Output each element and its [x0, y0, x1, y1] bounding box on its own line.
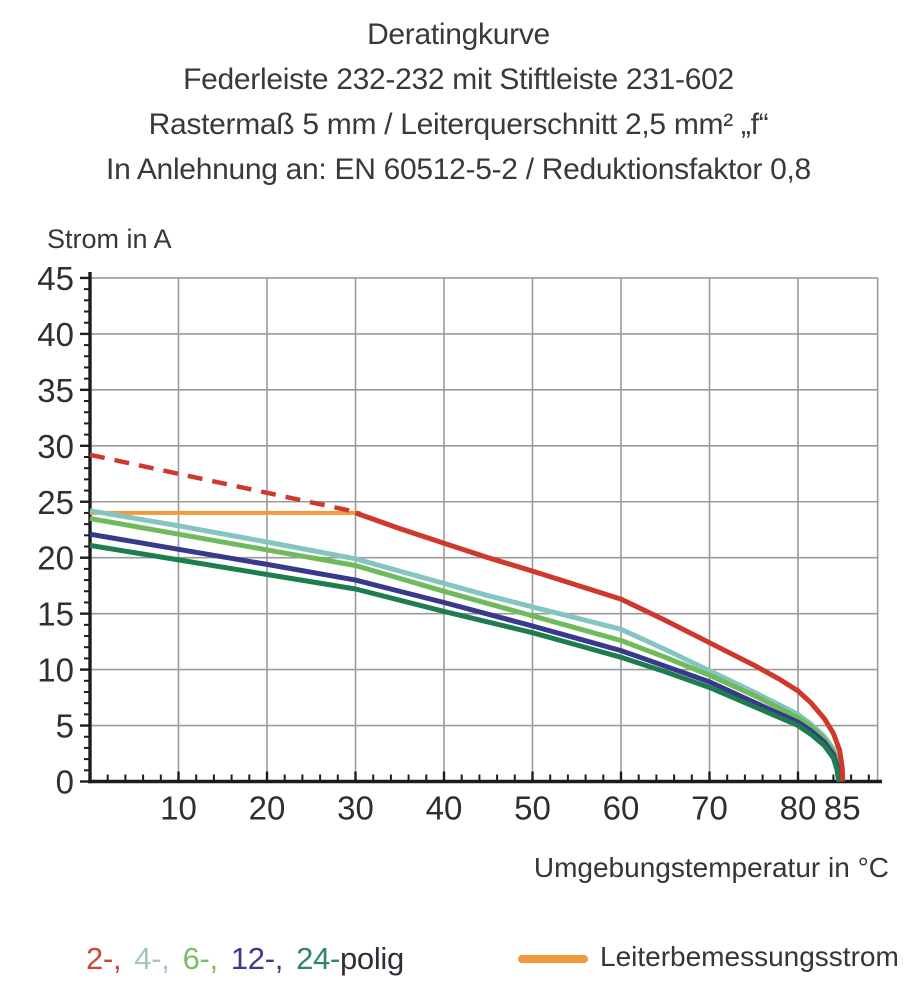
- poles-legend-entries: [86, 941, 340, 976]
- chart-subtitle-spec: Rastermaß 5 mm / Leiterquerschnitt 2,5 mm² „f“: [148, 108, 769, 141]
- y-tick-label: 20: [37, 539, 74, 577]
- x-tick-label: 20: [248, 789, 286, 827]
- chart-title: Deratingkurve: [367, 18, 550, 51]
- x-tick-label: 60: [602, 789, 640, 827]
- rated-current-line-swatch: [518, 955, 588, 963]
- series-24-polig: [90, 545, 839, 781]
- y-tick-label: 25: [37, 483, 74, 521]
- y-tick-label: 15: [37, 595, 74, 633]
- y-tick-label: 40: [37, 315, 74, 353]
- pole-legend-entry: 12-,: [230, 941, 284, 976]
- y-tick-label: 30: [37, 427, 74, 465]
- legend-row: [0, 941, 917, 991]
- rated-current-legend: [518, 941, 899, 973]
- rated-current-label: Leiterbemessungsstrom: [600, 941, 899, 972]
- x-tick-label: 30: [337, 789, 374, 827]
- x-axis-label: Umgebungstemperatur in °C: [533, 852, 889, 883]
- x-tick-label: 40: [425, 789, 463, 827]
- y-tick-label: 10: [37, 651, 74, 689]
- series-2-polig-dashed: [90, 455, 356, 512]
- pole-legend-entry: 24-: [296, 941, 340, 976]
- series-2-polig: [356, 513, 843, 782]
- y-tick-label: 5: [55, 707, 74, 745]
- x-tick-label: 70: [691, 789, 728, 827]
- x-tick-label: 10: [160, 789, 197, 827]
- pole-legend-entry: 2-,: [86, 941, 122, 976]
- y-tick-label: 45: [37, 259, 74, 297]
- pole-legend-entry: 4-,: [134, 941, 170, 976]
- chart-subtitle-parts: Federleiste 232-232 mit Stiftleiste 231-602: [183, 63, 734, 96]
- poles-legend: [86, 941, 404, 977]
- y-axis-label: Strom in A: [47, 224, 172, 254]
- poles-legend-suffix: polig: [339, 941, 404, 976]
- chart-subtitle-norm: In Anlehnung an: EN 60512-5-2 / Reduktionsfaktor 0,8: [106, 153, 811, 186]
- x-tick-label: 50: [514, 789, 551, 827]
- series-12-polig: [90, 534, 839, 781]
- y-tick-label: 0: [55, 763, 74, 801]
- x-tick-label: 85: [823, 789, 861, 827]
- pole-legend-entry: 6-,: [182, 941, 218, 976]
- y-tick-label: 35: [37, 371, 74, 409]
- x-tick-label: 80: [779, 789, 817, 827]
